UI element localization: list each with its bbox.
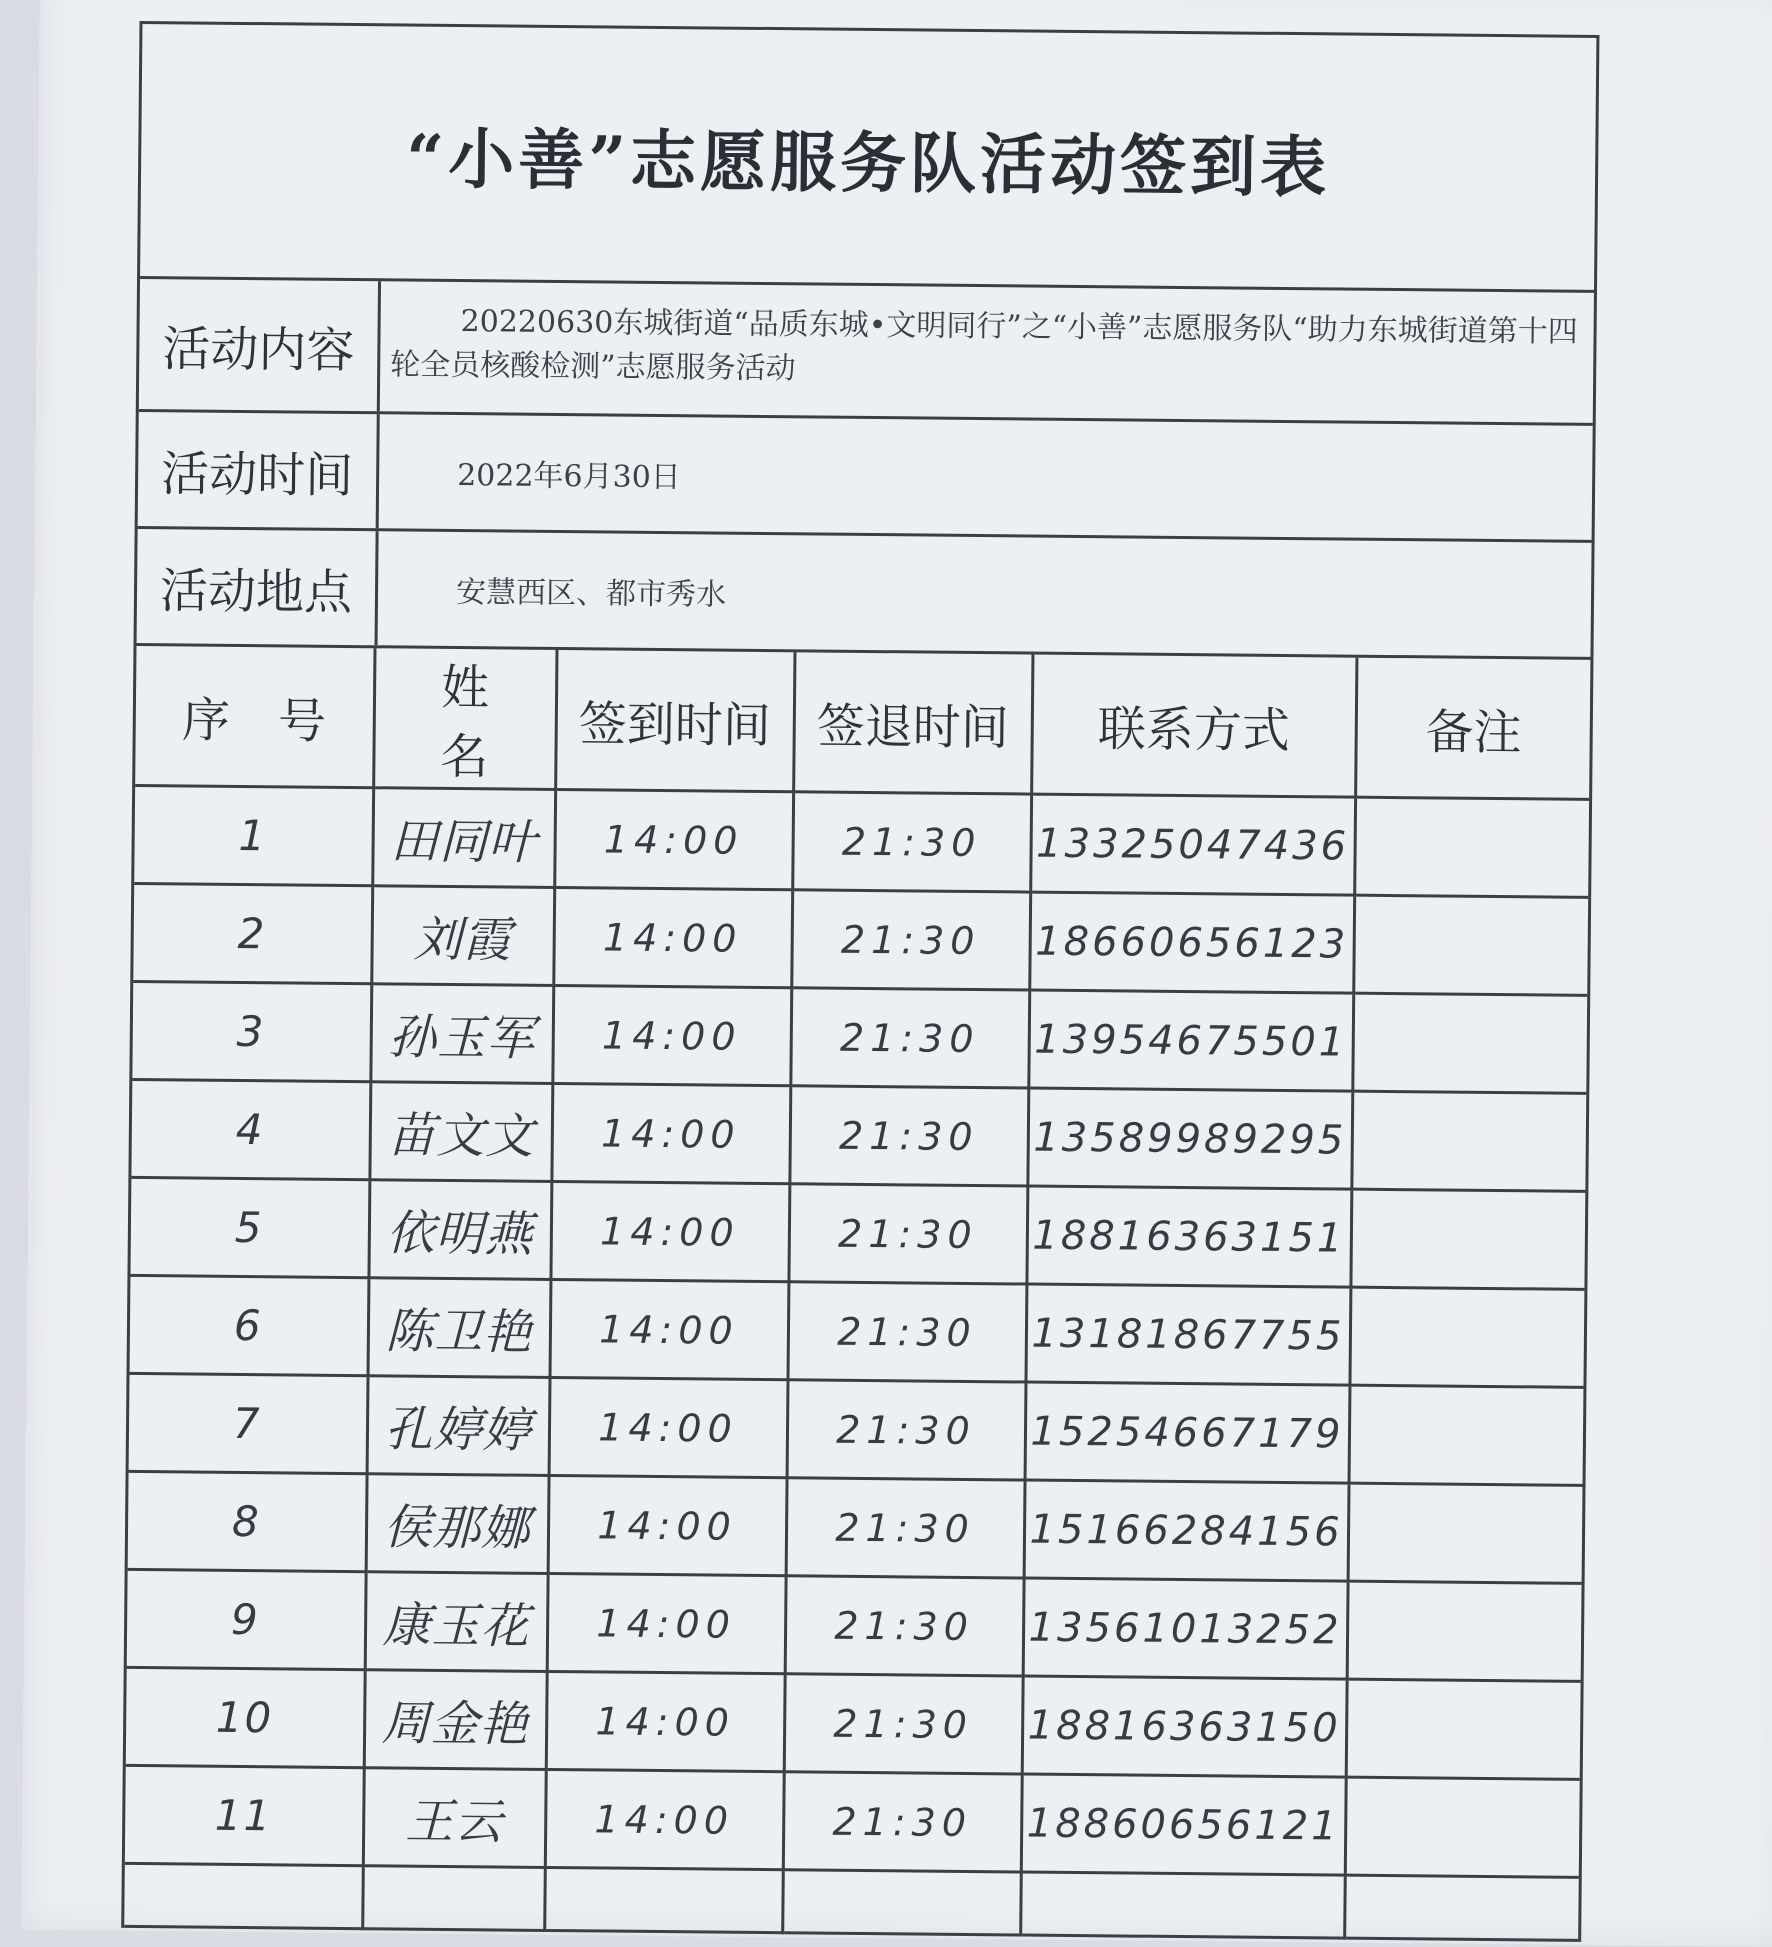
- checkin-time-cell: [551, 1083, 790, 1183]
- contact-phone-cell: [1023, 1578, 1348, 1679]
- table-row: [134, 785, 1589, 897]
- volunteer-name-cell: [368, 1180, 551, 1280]
- checkout-time-cell: [788, 1282, 1027, 1382]
- row-number: 8: [231, 1496, 261, 1547]
- table-row: [125, 1765, 1580, 1877]
- checkin-time-cell: [549, 1377, 788, 1477]
- checkin-time: 14:00: [594, 1796, 735, 1843]
- empty-cell: [124, 1863, 363, 1928]
- note-cell: [1353, 895, 1588, 995]
- note-cell: [1348, 1483, 1583, 1583]
- empty-cell: [1344, 1875, 1579, 1940]
- volunteer-name: 孔婷婷: [384, 1401, 532, 1459]
- row-number-cell: [131, 1079, 370, 1179]
- contact-phone: 18660656123: [1035, 918, 1349, 968]
- checkout-time-cell: [792, 792, 1031, 892]
- volunteer-name: 侯那娜: [383, 1499, 531, 1557]
- volunteer-name-cell: [363, 1768, 546, 1868]
- checkout-time-cell: [790, 988, 1029, 1088]
- col-header-checkout: 签退时间: [793, 652, 1032, 794]
- table-row: [132, 981, 1587, 1093]
- checkin-time-cell: [548, 1475, 787, 1575]
- table-row: [129, 1373, 1584, 1485]
- empty-cell: [544, 1867, 783, 1932]
- contact-phone: 18860656121: [1026, 1800, 1340, 1850]
- row-number: 3: [236, 1006, 266, 1057]
- sign-in-form: [121, 21, 1599, 1942]
- volunteer-name: 田同叶: [389, 813, 538, 871]
- form-title: “小善”志愿服务队活动签到表: [140, 24, 1596, 293]
- checkout-time: 21:30: [835, 1505, 976, 1551]
- checkout-time: 21:30: [832, 1799, 973, 1845]
- contact-phone-cell: [1028, 990, 1353, 1091]
- table-row: [127, 1569, 1582, 1681]
- content-label: 活动内容: [139, 279, 381, 411]
- content-value: 20220630东城街道“品质东城•文明同行”之“小善”志愿服务队“助力东城街道第十四轮全员核酸检测”志愿服务活动: [390, 304, 1578, 387]
- volunteer-name: 周金艳: [381, 1695, 529, 1753]
- note-cell: [1354, 797, 1589, 897]
- checkout-time: 21:30: [839, 1015, 980, 1061]
- time-label: 活动时间: [138, 412, 380, 528]
- volunteer-name: 康玉花: [382, 1597, 530, 1655]
- checkin-time: 14:00: [601, 1012, 742, 1059]
- checkin-time-cell: [554, 789, 793, 889]
- contact-phone-cell: [1022, 1676, 1347, 1777]
- contact-phone: 13589989295: [1033, 1114, 1347, 1164]
- row-number-cell: [133, 883, 372, 983]
- checkin-time: 14:00: [600, 1110, 741, 1157]
- volunteer-name: 苗文文: [387, 1107, 535, 1165]
- volunteer-name-cell: [368, 1278, 551, 1378]
- checkin-time: 14:00: [598, 1404, 738, 1451]
- note-cell: [1352, 993, 1587, 1093]
- checkin-time: 14:00: [597, 1502, 738, 1549]
- contact-phone: 18816363151: [1032, 1212, 1346, 1262]
- checkout-time-cell: [791, 890, 1030, 990]
- contact-phone-cell: [1026, 1186, 1351, 1287]
- col-header-note: 备注: [1355, 658, 1590, 800]
- row-number-cell: [127, 1569, 366, 1669]
- contact-phone: 13181867755: [1031, 1310, 1345, 1360]
- note-cell: [1350, 1189, 1585, 1289]
- contact-phone: 15166284156: [1029, 1506, 1343, 1556]
- checkout-time-cell: [783, 1772, 1022, 1872]
- empty-cell: [362, 1866, 545, 1931]
- row-number-cell: [126, 1667, 365, 1767]
- checkin-time: 14:00: [603, 816, 744, 863]
- checkin-time-cell: [552, 985, 791, 1085]
- row-number: 9: [230, 1594, 261, 1645]
- checkin-time: 14:00: [599, 1306, 739, 1353]
- contact-phone: 13325047436: [1035, 820, 1350, 870]
- checkout-time: 21:30: [840, 917, 981, 963]
- row-number: 10: [215, 1692, 274, 1743]
- volunteer-name: 依明燕: [386, 1205, 534, 1263]
- attendance-table: [124, 646, 1590, 1942]
- col-header-name: 姓 名: [373, 648, 556, 789]
- checkout-time-cell: [786, 1478, 1025, 1578]
- checkout-time: 21:30: [838, 1113, 979, 1159]
- time-value: 2022年6月30日: [456, 458, 681, 496]
- checkout-time: 21:30: [837, 1211, 978, 1257]
- checkin-time: 14:00: [602, 914, 743, 961]
- table-header-row: [135, 646, 1590, 799]
- row-number-cell: [130, 1275, 369, 1375]
- note-cell: [1351, 1091, 1586, 1191]
- note-cell: [1349, 1287, 1584, 1387]
- checkin-time: 14:00: [599, 1208, 740, 1255]
- row-number: 5: [234, 1202, 264, 1253]
- table-row: [130, 1275, 1585, 1387]
- col-header-checkin: 签到时间: [555, 650, 794, 792]
- row-number-cell: [128, 1471, 367, 1571]
- row-number: 4: [235, 1104, 265, 1155]
- contact-phone: 13954675501: [1034, 1016, 1348, 1066]
- checkout-time-cell: [787, 1380, 1026, 1480]
- row-number: 1: [238, 810, 268, 861]
- col-header-no: 序 号: [135, 646, 374, 788]
- activity-time-row: [138, 412, 1593, 543]
- contact-phone-cell: [1024, 1480, 1349, 1581]
- paper-sheet: [21, 0, 1772, 1947]
- contact-phone-cell: [1025, 1284, 1350, 1385]
- row-number: 7: [232, 1398, 262, 1449]
- table-row: [130, 1177, 1585, 1289]
- volunteer-name-cell: [365, 1572, 548, 1672]
- volunteer-name-cell: [370, 984, 553, 1084]
- volunteer-name: 王云: [404, 1793, 504, 1851]
- empty-cell: [782, 1870, 1021, 1935]
- place-value: 安慧西区、都市秀水: [455, 575, 727, 613]
- volunteer-name: 孙玉军: [387, 1009, 536, 1067]
- checkin-time: 14:00: [596, 1600, 737, 1647]
- checkout-time-cell: [789, 1086, 1028, 1186]
- checkin-time-cell: [546, 1671, 785, 1771]
- volunteer-name-cell: [367, 1376, 550, 1476]
- checkout-time: 21:30: [841, 819, 982, 865]
- note-cell: [1345, 1777, 1580, 1877]
- contact-phone-cell: [1029, 892, 1354, 993]
- checkout-time: 21:30: [836, 1309, 977, 1355]
- contact-phone: 15254667179: [1030, 1408, 1344, 1458]
- activity-place-row: [137, 529, 1592, 660]
- checkout-time-cell: [788, 1184, 1027, 1284]
- checkin-time-cell: [547, 1573, 786, 1673]
- checkout-time: 21:30: [833, 1701, 974, 1747]
- checkin-time: 14:00: [595, 1698, 736, 1745]
- checkin-time-cell: [550, 1181, 789, 1281]
- contact-phone: 13561013252: [1028, 1604, 1342, 1654]
- empty-cell: [1020, 1872, 1345, 1938]
- volunteer-name-cell: [372, 788, 555, 888]
- row-number: 6: [233, 1300, 263, 1351]
- table-row: [126, 1667, 1581, 1779]
- table-row: [131, 1079, 1586, 1191]
- activity-content-row: [139, 279, 1594, 426]
- table-row: [128, 1471, 1583, 1583]
- volunteer-name-cell: [364, 1670, 547, 1770]
- volunteer-name-cell: [371, 886, 554, 986]
- row-number: 11: [214, 1790, 273, 1841]
- contact-phone-cell: [1021, 1774, 1346, 1875]
- row-number-cell: [134, 785, 373, 885]
- volunteer-name: 陈卫艳: [385, 1303, 533, 1361]
- checkout-time-cell: [785, 1576, 1024, 1676]
- note-cell: [1346, 1679, 1581, 1779]
- checkin-time-cell: [545, 1769, 784, 1869]
- note-cell: [1347, 1581, 1582, 1681]
- row-number-cell: [129, 1373, 368, 1473]
- row-number-cell: [130, 1177, 369, 1277]
- row-number: 2: [237, 908, 267, 959]
- place-label: 活动地点: [137, 529, 379, 645]
- row-number-cell: [125, 1765, 364, 1865]
- col-header-contact: 联系方式: [1031, 655, 1356, 798]
- contact-phone-cell: [1027, 1088, 1352, 1189]
- table-row: [133, 883, 1588, 995]
- volunteer-name: 刘霞: [413, 911, 512, 969]
- checkout-time: 21:30: [834, 1603, 975, 1649]
- contact-phone: 18816363150: [1027, 1702, 1341, 1752]
- row-number-cell: [132, 981, 371, 1081]
- note-cell: [1349, 1385, 1584, 1485]
- volunteer-name-cell: [366, 1474, 549, 1574]
- empty-row: [124, 1863, 1579, 1940]
- contact-phone-cell: [1030, 794, 1355, 895]
- contact-phone-cell: [1025, 1382, 1350, 1483]
- checkout-time: 21:30: [836, 1407, 976, 1453]
- volunteer-name-cell: [369, 1082, 552, 1182]
- checkin-time-cell: [550, 1279, 789, 1379]
- checkout-time-cell: [784, 1674, 1023, 1774]
- checkin-time-cell: [553, 887, 792, 987]
